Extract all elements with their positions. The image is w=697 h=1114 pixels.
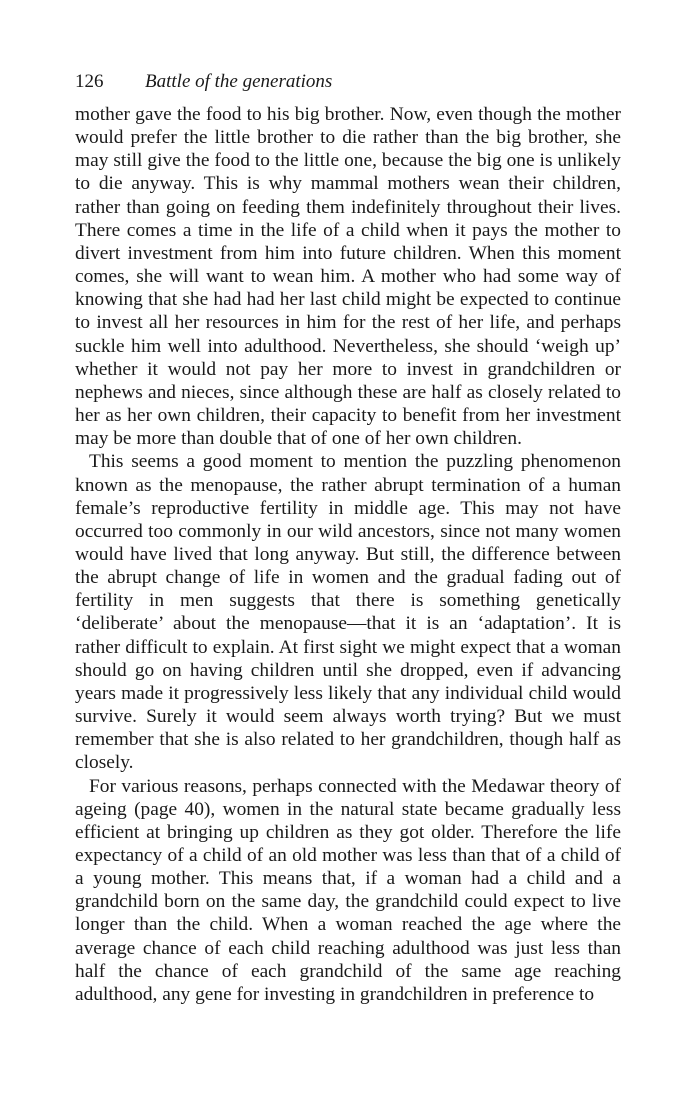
paragraph-1: mother gave the food to his big brother. Now, even though the mother would prefer the little brother to die rather than the big brother, she may still give the food to the little one, because the big one is unlikely to die anyway. This is why mammal mothers wean their children, rather than going on feeding them indefinitely throughout their lives. There comes a time in the life of a child when it pays the mother to divert investment from him into future children. When this moment comes, she will want to wean him. A mother who had some way of knowing that she had had her last child might be expected to continue to invest all her resources in him for the rest of her life, and perhaps suckle him well into adulthood. Nevertheless, she should ‘weigh up’ whether it would not pay her more to invest in grandchildren or nephews and nieces, since although these are half as closely related to her as her own children, their capacity to benefit from her investment may be more than double that of one of her own children. [75,104,621,450]
body-text [75,103,621,1006]
paragraph-3: For various reasons, perhaps connected with the Medawar theory of ageing (page 40), women in the natural state became gradually less efficient at bringing up children as they got older. Therefore the life expectancy of a child of an old mother was less than that of a child of a young mother. This means that, if a woman had a child and a grandchild born on the same day, the grandchild could expect to live longer than the child. When a woman reached the age where the average chance of each child reaching adulthood was just less than half the chance of each grandchild of the same age reaching adulthood, any gene for investing in grandchildren in preference to [75,775,621,1005]
running-header [75,70,620,94]
paragraph-2: This seems a good moment to mention the puzzling phenomenon known as the menopause, the rather abrupt termination of a human female’s reproductive fertility in middle age. This may not have occurred too commonly in our wild ancestors, since not many women would have lived that long anyway. But still, the difference between the abrupt change of life in women and the gradual fading out of fertility in men suggests that there is something genetically ‘deliberate’ about the menopause—that it is an ‘adaptation’. It is rather difficult to explain. At first sight we might expect that a woman should go on having children until she dropped, even if advancing years made it progressively less likely that any individual child would survive. Surely it would seem always worth trying? But we must remember that she is also related to her grandchildren, though half as closely. [75,451,621,774]
running-title: Battle of the generations [145,71,333,92]
page-number: 126 [75,71,104,92]
